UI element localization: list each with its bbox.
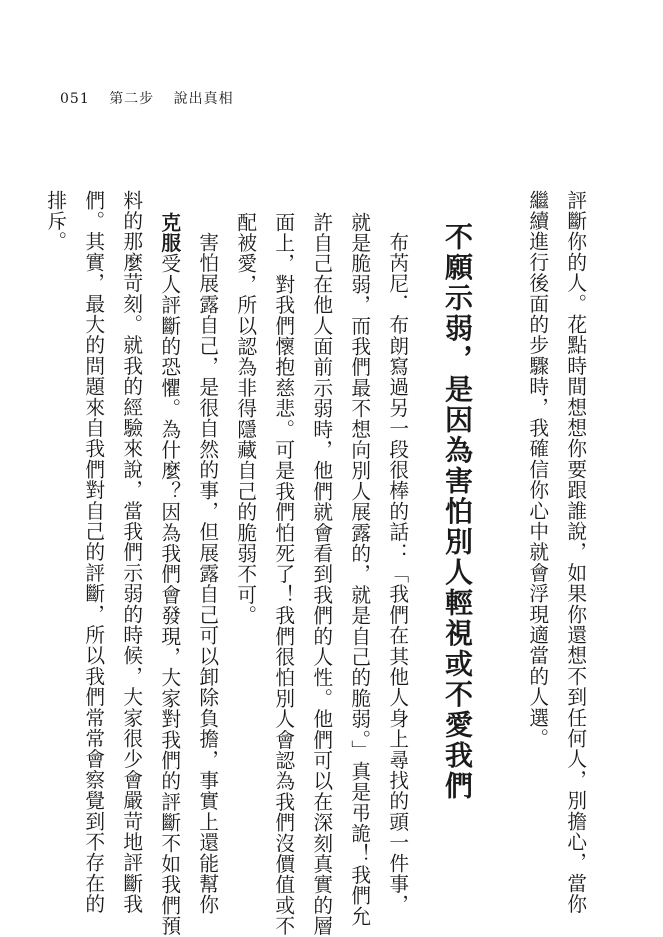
body-column-1: 評斷你的人。花點時間想想你要跟誰說，如果你還想不到任何人，別擔心，當你	[563, 190, 587, 915]
body-column-6: 面上，對我們懷抱慈悲。可是我們怕死了！我們很怕別人會認為我們沒價值或不	[271, 212, 295, 937]
body-column-4: 就是脆弱，而我們最不想向別人展露的，就是自己的脆弱。」真是弔詭！我們允	[347, 212, 371, 927]
running-header	[60, 88, 234, 108]
body-column-12: 排斥。	[43, 190, 67, 253]
body-column-2: 繼續進行後面的步驟時，我確信你心中就會浮現適當的人選。	[525, 190, 549, 749]
section-heading: 不願示弱，是因為害怕別人輕視或不愛我們	[441, 222, 474, 802]
body-column-9-text: 受人評斷的恐懼。為什麼？因為我們會發現，大家對我們的評斷不如我們預	[157, 253, 181, 937]
page-number: 051	[60, 91, 90, 107]
body-column-10: 料的那麼苛刻。就我的經驗來說，當我們示弱的時候，大家很少會嚴苛地評斷我	[119, 190, 143, 915]
body-column-9	[159, 212, 179, 937]
body-column-3: 布芮尼．布朗寫過另一段很棒的話：「我們在其他人身上尋找的頭一件事，	[385, 232, 409, 916]
chapter-label: 第二步	[109, 91, 155, 107]
body-column-11: 們。其實，最大的問題來自我們對自己的評斷，所以我們常常會察覺到不存在的	[81, 190, 105, 915]
chapter-title: 說出真相	[173, 91, 234, 107]
body-column-7: 配被愛，所以認為非得隱藏自己的脆弱不可。	[233, 212, 257, 626]
body-column-5: 許自己在他人面前示弱時，他們就會看到我們的人性。他們可以在深刻真實的層	[309, 212, 333, 937]
body-column-8: 害怕展露自己，是很自然的事，但展露自己可以卸除負擔，事實上還能幫你	[195, 232, 219, 916]
bold-term: 克服	[157, 212, 181, 254]
